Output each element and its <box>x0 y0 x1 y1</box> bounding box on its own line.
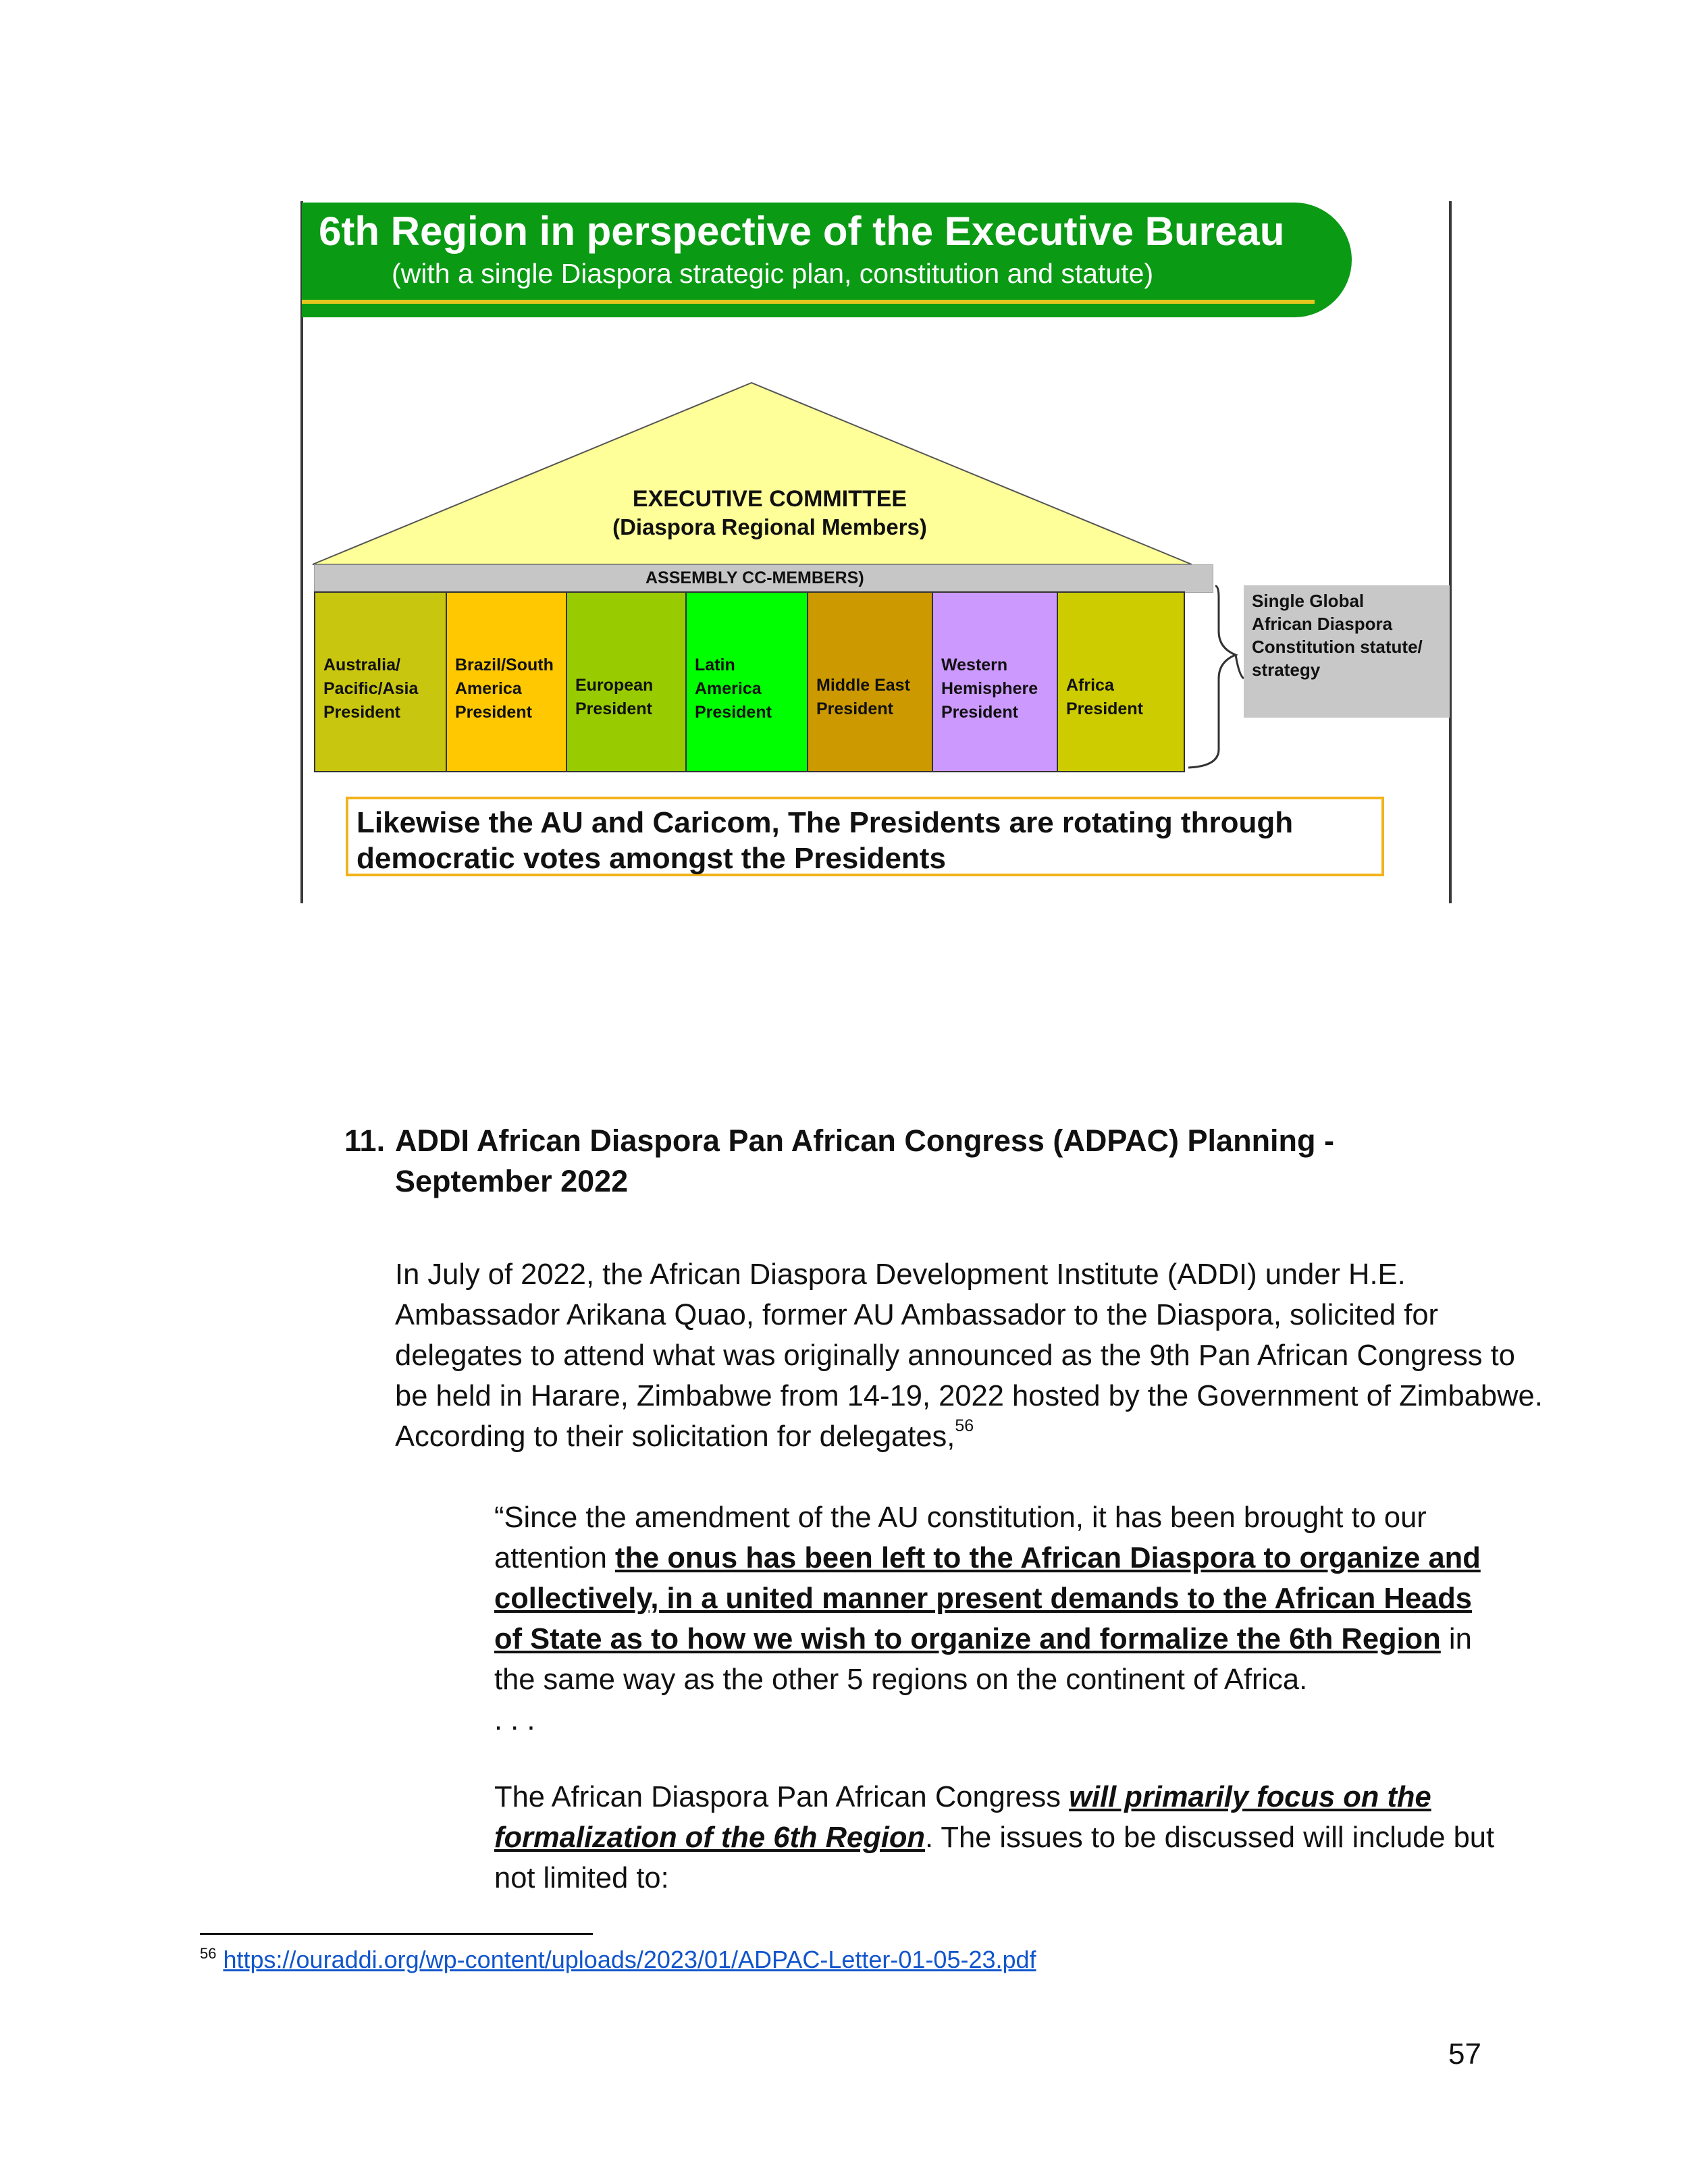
quote2-before: The African Diaspora Pan African Congress <box>494 1781 1070 1813</box>
global-box-line: African Diaspora <box>1252 614 1393 634</box>
bracket-arrow <box>1236 655 1244 678</box>
pillar-label: Brazil/South <box>455 656 554 674</box>
page-number: 57 <box>1448 2037 1481 2071</box>
region-pillar <box>314 591 447 772</box>
region-pillar <box>807 591 933 772</box>
rotation-note-line: Likewise the AU and Caricom, The Presidents are rotating through <box>357 806 1294 839</box>
pillar-label: President <box>455 703 532 722</box>
pillar-label: President <box>695 703 772 722</box>
footnote <box>200 1946 1036 1974</box>
quote1-after: in the same way as the other 5 regions on the continent of Africa. <box>494 1623 1472 1696</box>
region-pillar <box>566 591 687 772</box>
body-paragraph <box>395 1254 1543 1457</box>
executive-committee-title: EXECUTIVE COMMITTEE <box>632 486 907 512</box>
pillar-label: European <box>575 676 654 695</box>
rotation-note-box <box>346 797 1384 876</box>
quote1-ellipsis: . . . <box>494 1704 535 1736</box>
section-number: 11. <box>344 1123 386 1158</box>
block-quote-1 <box>494 1497 1507 1740</box>
region-pillar <box>1057 591 1185 772</box>
pillar-label: America <box>695 679 762 698</box>
quote2-after: . The issues to be discussed will include but not limited to: <box>494 1821 1495 1894</box>
region-pillar <box>685 591 808 772</box>
pillar-label: America <box>455 679 522 698</box>
pillar-label: President <box>816 699 893 718</box>
footnote-divider <box>200 1933 593 1935</box>
pillar-label: Hemisphere <box>941 679 1038 698</box>
pillar-label: President <box>1066 699 1143 718</box>
slide-subtitle: (with a single Diaspora strategic plan, constitution and statute) <box>392 258 1154 289</box>
section-title: ADDI African Diaspora Pan African Congress (ADPAC) Planning - September 2022 <box>395 1123 1335 1198</box>
assembly-bar <box>314 564 1213 593</box>
global-box-line: Single Global <box>1252 591 1365 611</box>
org-chart-slide <box>0 0 1688 945</box>
quote1-before: “Since the amendment of the AU constitution, it has been brought to our attention <box>494 1501 1427 1574</box>
paragraph-text: In July of 2022, the African Diaspora Development Institute (ADDI) under H.E. Ambassador Arikana Quao, former AU Ambassador to the Diaspora, solicited for delegates to attend what was originally announced as the 9th Pan African Congress to be held in Harare, Zimbabwe from 14-19, 2022 hosted by the Government of Zimbabwe. According to their solicitation for delegates, <box>395 1258 1543 1453</box>
quote1-emphasis: the onus has been left to the African Diaspora to organize and collectively, in a united manner present demands to the African Heads of State as to how we wish to organize and formalize the 6th Region <box>494 1542 1481 1655</box>
pillar-label: President <box>941 703 1018 722</box>
footnote-reference[interactable]: 56 <box>955 1416 974 1435</box>
pillar-label: Middle East <box>816 676 910 695</box>
global-constitution-box <box>1244 585 1450 718</box>
pillar-label: President <box>323 703 400 722</box>
pillar-label: Pacific/Asia <box>323 679 419 698</box>
footnote-link[interactable]: https://ouraddi.org/wp-content/uploads/2023/01/ADPAC-Letter-01-05-23.pdf <box>223 1946 1036 1973</box>
pillar-label: Latin <box>695 656 735 674</box>
pillar-label: Africa <box>1066 676 1114 695</box>
block-quote-2 <box>494 1777 1507 1898</box>
rotation-note-line: democratic votes amongst the Presidents <box>357 842 946 875</box>
global-box-line: strategy <box>1252 660 1321 680</box>
slide-title: 6th Region in perspective of the Executive Bureau <box>319 209 1285 254</box>
bracket-connector <box>1188 586 1236 768</box>
footnote-number: 56 <box>200 1945 217 1962</box>
executive-committee-subtitle: (Diaspora Regional Members) <box>612 514 927 539</box>
region-pillar <box>932 591 1058 772</box>
pillar-label: Western <box>941 656 1008 674</box>
pillar-label: President <box>575 699 652 718</box>
quote2-emphasis: will primarily focus on the formalization of the 6th Region <box>494 1781 1431 1854</box>
global-box-line: Constitution statute/ <box>1252 637 1423 657</box>
assembly-label: ASSEMBLY CC-MEMBERS) <box>645 568 864 587</box>
pillar-label: Australia/ <box>323 656 400 674</box>
region-pillar <box>446 591 567 772</box>
